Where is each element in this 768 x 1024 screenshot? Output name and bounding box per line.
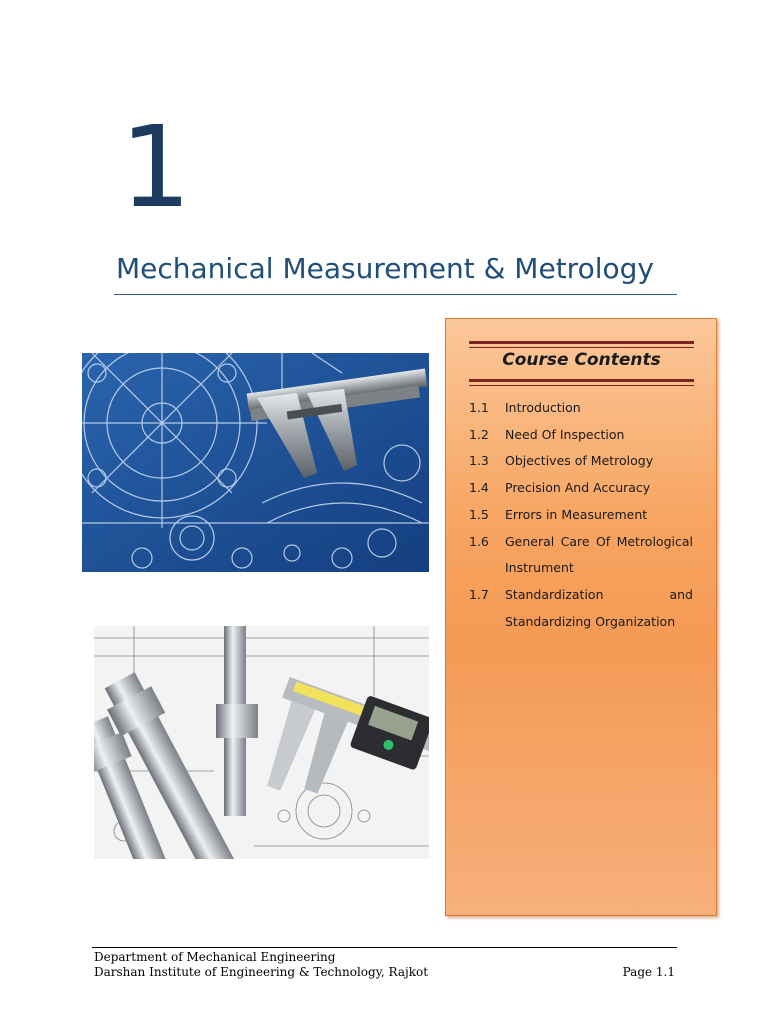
item-text: Errors in Measurement — [505, 506, 648, 522]
list-item — [469, 582, 693, 635]
panel-bottom-rule — [469, 379, 694, 386]
course-contents-panel — [445, 318, 717, 916]
footer-institute: Darshan Institute of Engineering & Technology, Rajkot — [94, 965, 429, 979]
panel-top-rule — [469, 341, 694, 348]
item-text: Standardization and Standardizing Organization — [505, 586, 693, 629]
page-number: Page 1.1 — [622, 965, 675, 979]
item-text: General Care Of Metrological Instrument — [505, 533, 693, 576]
list-item — [469, 422, 693, 449]
title-underline — [114, 294, 677, 295]
item-number: 1.1 — [469, 400, 489, 415]
item-text: Introduction — [505, 400, 581, 415]
chapter-number: 1 — [120, 103, 192, 233]
item-text: Objectives of Metrology — [505, 453, 654, 469]
footer-rule — [92, 947, 677, 948]
course-contents-list — [469, 395, 693, 635]
item-number: 1.2 — [469, 426, 489, 442]
list-item — [469, 529, 693, 582]
list-item — [469, 395, 693, 422]
course-contents-heading: Course Contents — [502, 350, 661, 370]
item-text: Need Of Inspection — [505, 426, 625, 442]
footer-department: Department of Mechanical Engineering — [94, 950, 336, 964]
item-number: 1.5 — [469, 506, 489, 522]
item-text: Precision And Accuracy — [505, 480, 651, 496]
blueprint-caliper-photo — [82, 353, 429, 572]
caliper-parts-photo — [94, 626, 429, 859]
list-item — [469, 502, 693, 529]
item-number: 1.6 — [469, 533, 489, 549]
item-number: 1.3 — [469, 453, 489, 469]
list-item — [469, 448, 693, 475]
item-number: 1.4 — [469, 480, 489, 496]
list-item — [469, 475, 693, 502]
chapter-title: Mechanical Measurement & Metrology — [116, 252, 654, 285]
item-number: 1.7 — [469, 586, 489, 602]
